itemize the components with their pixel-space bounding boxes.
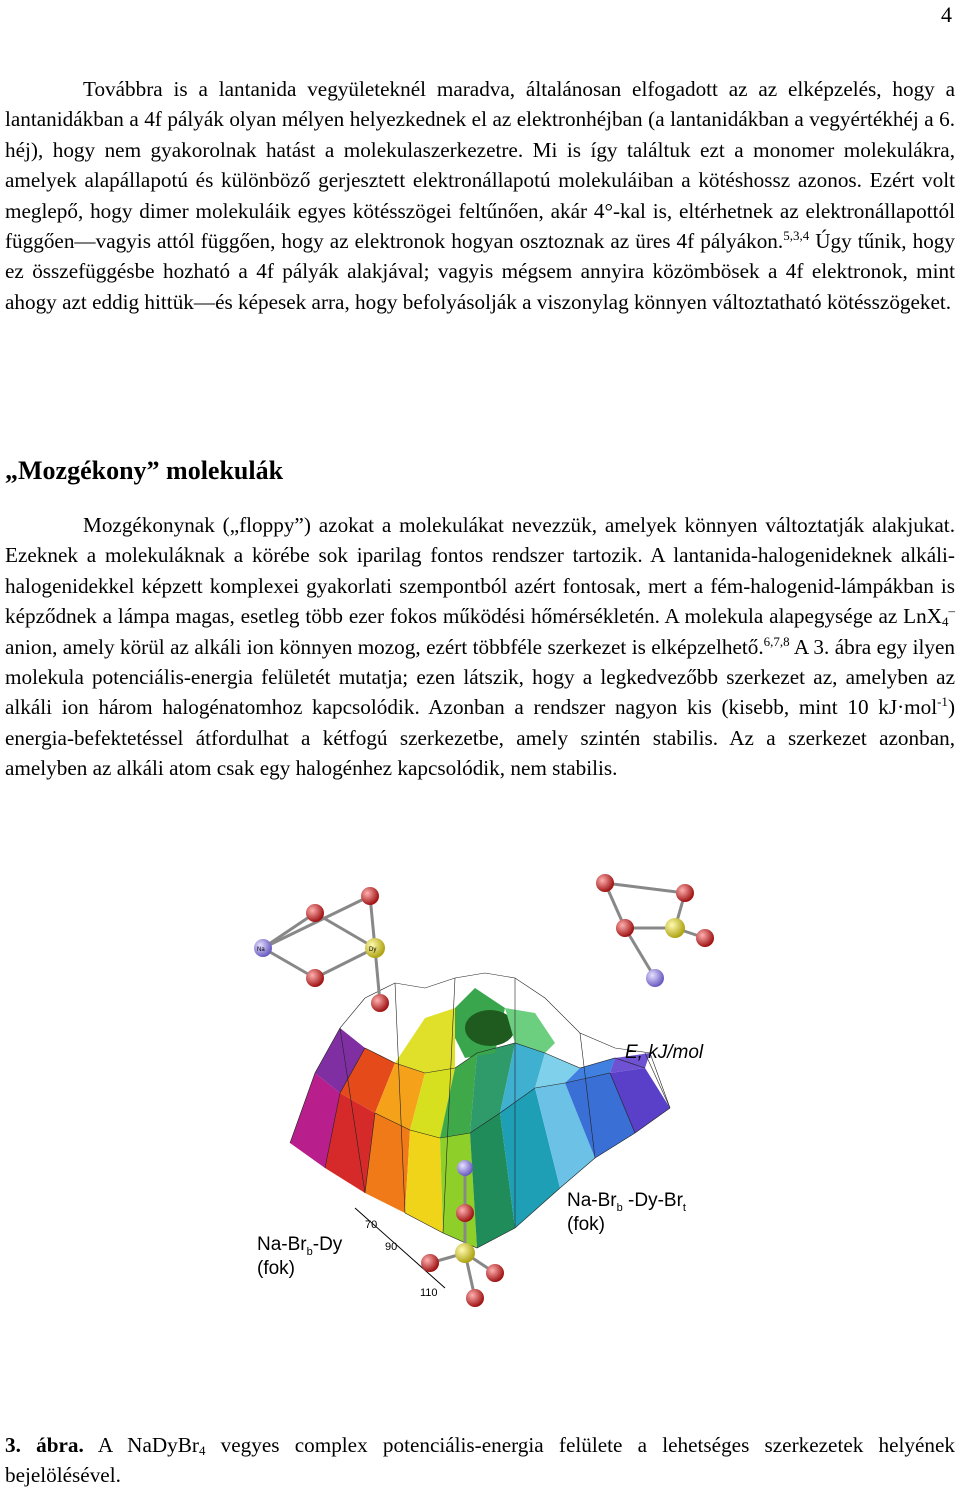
paragraph-2-text-b: anion, amely körül az alkáli ion könnyen mozog, ezért többféle szerkezet is elképzelhető. [5,634,764,659]
formula-charge: – [948,603,955,619]
paragraph-1-text-b: Úgy tűnik, hogy ez összefüggésbe hozható a 4f pályák alakjával; vagyis mégsem annyira közömbösek a 4f elektronok, mint ahogy azt eddig hittük—és képesek arra, hogy befolyásolják a viszonylag könnyen változtatható kötésszögeket. [5,229,955,314]
br-atom [466,1289,484,1307]
na-atom-label: Na [257,947,265,953]
paragraph-floppy [5,510,955,784]
paragraph-2-text-c: A 3. ábra egy ilyen molekula potenciális-energia felületét mutatja; ezen látszik, hogy a legkedvezőbb szerkezet az, amelyben az alkáli ion három halogénatomhoz kapcsolódik. Azonban a rendszer nagyon kis (kisebb, mint 10 kJ·mol [5,634,955,720]
na-atom [457,1160,473,1176]
figure-caption [5,1430,955,1491]
br-atom [361,887,379,905]
br-atom [616,919,634,937]
br-atom [696,929,714,947]
molecule-bidentate [596,874,714,987]
paragraph-2-text-a: Mozgékonynak („floppy”) azokat a molekulákat nevezzük, amelyek könnyen változtatják alakjukat. Ezeknek a molekuláknak a körébe sok iparilag fontos rendszer tartozik. A lantanida-halogenideknek alkáli-halogenidekkel képzett komplexei gyakorlati szempontból azért fontosak, mert a fém-halogenid-lámpákban is képződnek a lámpa magas, esetleg több ezer fokos működési hőmérsékletén. A molekula alapegysége az LnX [5,513,955,629]
br-atom [456,1204,474,1222]
paragraph-lanthanide [5,74,955,317]
dy-atom-label: Dy [369,947,377,953]
page-number: 4 [941,2,952,27]
potential-energy-surface-figure [215,868,760,1308]
unit-exponent: -1 [937,694,948,710]
br-atom [596,874,614,892]
right-axis-label: $Na-Br_b$ $-Dy-Br_t$ [567,1190,686,1214]
tick-110: 110 [420,1287,438,1299]
left-axis-unit: (fok) [257,1258,295,1279]
dy-atom [665,918,685,938]
reference-superscript: 5,3,4 [783,228,810,244]
tick-70: 70 [365,1219,378,1231]
tick-90: 90 [385,1241,398,1253]
paragraph-1-text-a: Továbbra is a lantanida vegyületeknél maradva, általánosan elfogadott az az elképzelés, hogy a lantanidákban a 4f pályák olyan mélyen helyezkednek el az elektronhéjban (a lantanidákban a vegyértékhéj a 6. héj), hogy nem gyakorolnak hatást a molekulaszerkezetre. Mi is így találtuk ezt a monomer molekulákra, amelyek alapállapotú és különböző gerjesztett elektronállapotú molekuláiban a kötéshossz azonos. Ezért volt meglepő, hogy dimer molekuláik egyes kötésszögei feltűnően, akár 4°-kal is, eltérhetnek az elektronállapottól függően—vagyis attól függően, hogy az elektronok hogyan osztoznak az üres 4f pályákon. [5,77,955,254]
br-atom [306,904,324,922]
left-axis-label: $Na-Br_b-Dy$ [257,1234,343,1258]
br-atom [306,969,324,987]
br-atom [486,1264,504,1282]
br-atom [421,1254,439,1272]
caption-subscript: 4 [198,1443,206,1458]
dy-atom [455,1243,475,1263]
br-atom [676,884,694,902]
molecule-tridentate [254,887,389,1012]
caption-text-a: A NaDyBr [83,1433,199,1457]
reference-superscript: 6,7,8 [763,633,790,649]
surface-plot [215,868,760,1308]
paragraph-2-text-d: ) energia-befektetéssel átfordulhat a kétfogú szerkezetbe, amely szintén stabilis. Az a szerkezet azonban, amelyben az alkáli atom csak egy halogénhez kapcsolódik, nem stabilis. [5,695,955,781]
right-axis-unit: (fok) [567,1214,605,1235]
section-heading: „Mozgékony” molekulák [5,456,284,485]
na-atom [646,969,664,987]
formula-subscript: 4 [942,614,949,630]
energy-axis-label: E, kJ/mol [625,1042,704,1063]
caption-label: 3. ábra. [5,1433,84,1457]
br-atom [371,994,389,1012]
caption-text-b: vegyes complex potenciális-energia felülete a lehetséges szerkezetek helyének bejelölésével. [5,1433,956,1488]
